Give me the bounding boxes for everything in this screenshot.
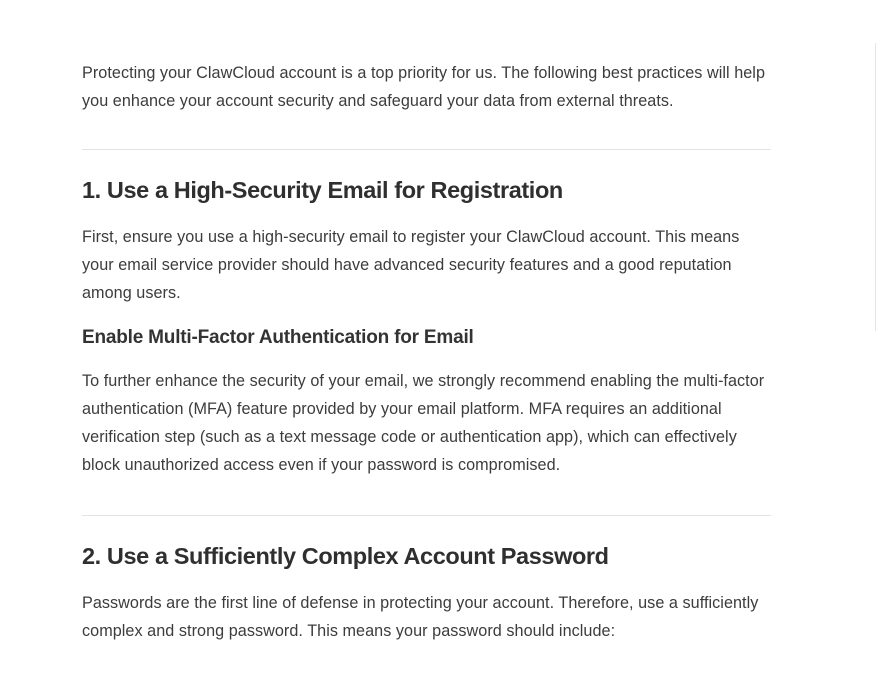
- section-paragraph-password: Passwords are the first line of defense in protecting your account. Therefore, use a sufficiently complex and strong password. This means your password should include:: [82, 594, 759, 640]
- section-heading-password: 2. Use a Sufficiently Complex Account Password: [82, 543, 609, 569]
- section-heading-email: 1. Use a High-Security Email for Registration: [82, 177, 563, 203]
- section-divider: [82, 149, 771, 150]
- intro-paragraph: Protecting your ClawCloud account is a top priority for us. The following best practices will help you enhance your account security and safeguard your data from external threats.: [82, 64, 765, 110]
- subsection-heading-mfa: Enable Multi-Factor Authentication for Email: [82, 327, 474, 348]
- article-content: [82, 59, 772, 645]
- section-paragraph-email: First, ensure you use a high-security email to register your ClawCloud account. This means your email service provider should have advanced security features and a good reputation among users.: [82, 228, 740, 302]
- sidebar-border: [875, 43, 876, 331]
- subsection-paragraph-mfa: To further enhance the security of your email, we strongly recommend enabling the multi-factor authentication (MFA) feature provided by your email platform. MFA requires an additional verification step (such as a text message code or authentication app), which can effectively block unauthorized access even if your password is compromised.: [82, 372, 765, 474]
- section-divider: [82, 515, 771, 516]
